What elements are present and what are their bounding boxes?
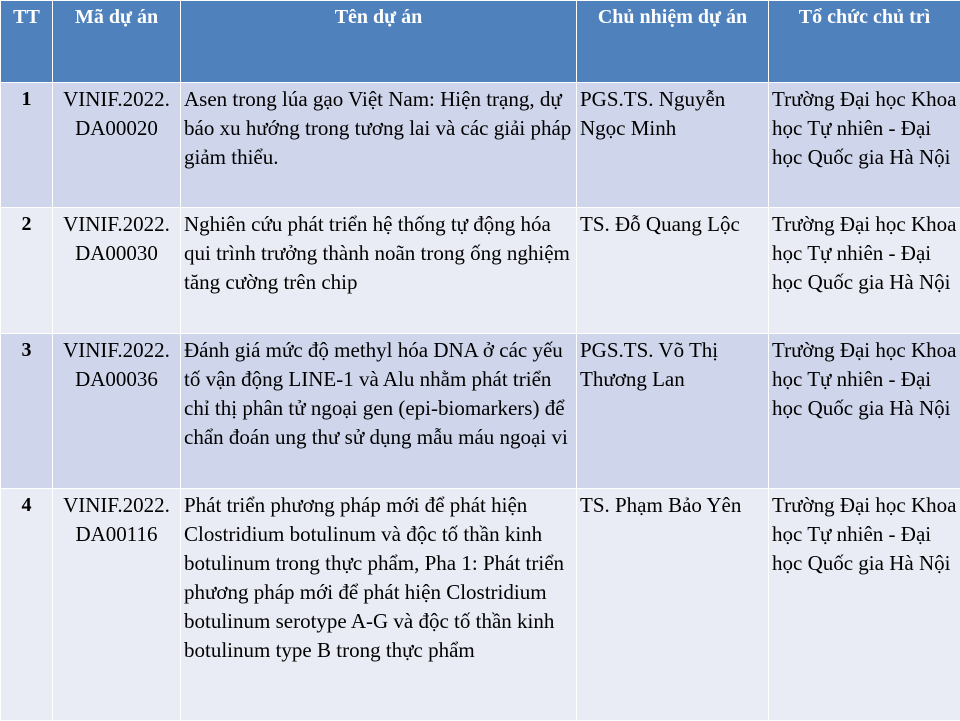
project-name: Nghiên cứu phát triển hệ thống tự động hóa qui trình trưởng thành noãn trong ống nghiệm tăng cường trên chip (181, 208, 577, 334)
project-leader: PGS.TS. Nguyễn Ngọc Minh (577, 83, 769, 208)
project-name: Asen trong lúa gạo Việt Nam: Hiện trạng, dự báo xu hướng trong tương lai và các giải pháp giảm thiểu. (181, 83, 577, 208)
project-name: Phát triển phương pháp mới để phát hiện Clostridium botulinum và độc tố thần kinh botulinum trong thực phẩm, Pha 1: Phát triển phương pháp mới để phát hiện Clostridium botulinum serotype A-G và độc tố thần kinh botulinum type B trong thực phẩm (181, 489, 577, 721)
host-organization: Trường Đại học Khoa học Tự nhiên - Đại học Quốc gia Hà Nội (769, 334, 960, 489)
project-code-text: VINIF.2022. DA00020 (63, 87, 170, 140)
row-number: 1 (1, 83, 53, 208)
host-organization: Trường Đại học Khoa học Tự nhiên - Đại học Quốc gia Hà Nội (769, 208, 960, 334)
row-number: 2 (1, 208, 53, 334)
project-leader: TS. Đỗ Quang Lộc (577, 208, 769, 334)
project-code (53, 334, 181, 489)
project-code-text: VINIF.2022. DA00116 (63, 493, 170, 546)
header-host-organization: Tổ chức chủ trì (769, 1, 960, 83)
table-row (1, 208, 960, 334)
header-project-code: Mã dự án (53, 1, 181, 83)
project-leader: TS. Phạm Bảo Yên (577, 489, 769, 721)
project-code (53, 489, 181, 721)
host-organization: Trường Đại học Khoa học Tự nhiên - Đại học Quốc gia Hà Nội (769, 489, 960, 721)
table-row (1, 489, 960, 721)
project-code-text: VINIF.2022. DA00036 (63, 338, 170, 391)
project-code (53, 83, 181, 208)
project-leader: PGS.TS. Võ Thị Thương Lan (577, 334, 769, 489)
header-row (1, 1, 960, 83)
project-code (53, 208, 181, 334)
row-number: 3 (1, 334, 53, 489)
header-project-name: Tên dự án (181, 1, 577, 83)
row-number: 4 (1, 489, 53, 721)
table-row (1, 83, 960, 208)
project-code-text: VINIF.2022. DA00030 (63, 212, 170, 265)
header-tt: TT (1, 1, 53, 83)
header-project-leader: Chủ nhiệm dự án (577, 1, 769, 83)
project-name: Đánh giá mức độ methyl hóa DNA ở các yếu tố vận động LINE-1 và Alu nhằm phát triển chỉ thị phân tử ngoại gen (epi-biomarkers) để chẩn đoán ung thư sử dụng mẫu máu ngoại vi (181, 334, 577, 489)
host-organization: Trường Đại học Khoa học Tự nhiên - Đại học Quốc gia Hà Nội (769, 83, 960, 208)
table-row (1, 334, 960, 489)
